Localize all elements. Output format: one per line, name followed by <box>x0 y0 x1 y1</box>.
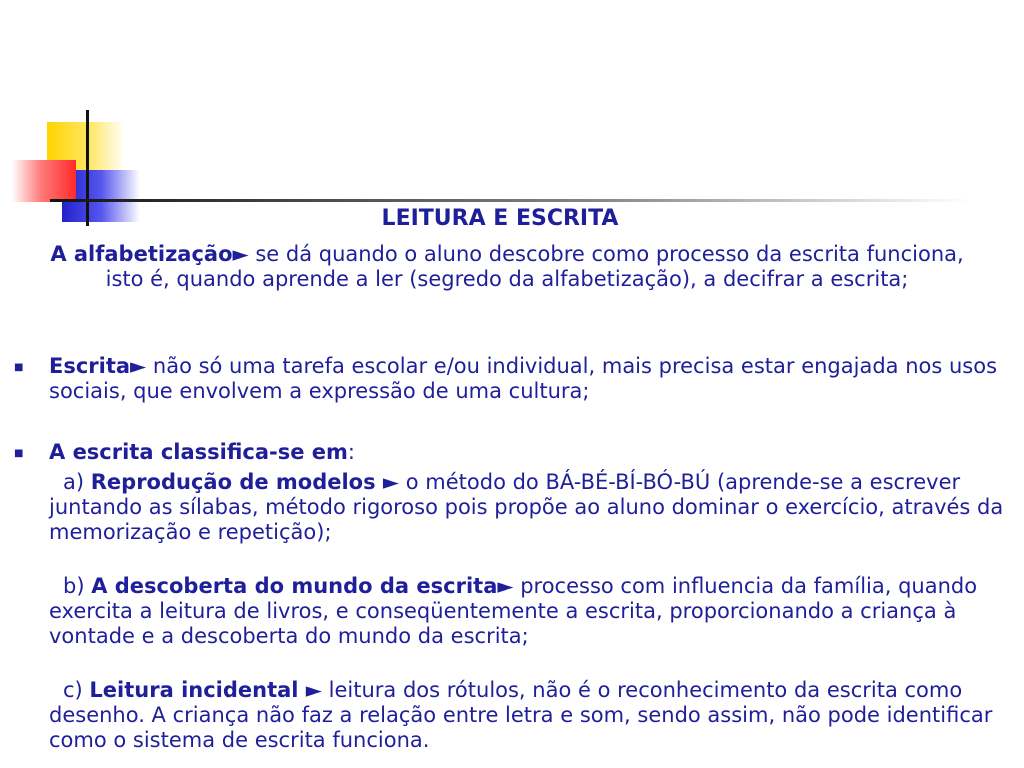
item-text: processo com influencia da família, quando exercita a leitura de livros, e conseqüentemente a escrita, proporcionando a criança à vontade e a descoberta do mundo da escrita; <box>49 574 978 648</box>
bullet-classifica <box>49 440 1009 465</box>
decorative-squares <box>0 0 1024 240</box>
item-term: A descoberta do mundo da escrita► <box>91 574 514 598</box>
bullet-term: A escrita classifica-se em <box>49 440 348 464</box>
item-b <box>49 574 1009 649</box>
bullet-text: não só uma tarefa escolar e/ou individual, mais precisa estar engajada nos usos sociais, que envolvem a expressão de uma cultura; <box>49 354 998 403</box>
item-prefix: b) <box>63 574 92 598</box>
item-text: o método do BÁ-BÉ-BÍ-BÓ-BÚ (aprende-se a escrever juntando as sílabas, método rigoroso pois propõe ao aluno dominar o exercício, através da memorização e repetição); <box>49 470 1004 544</box>
item-text: leitura dos rótulos, não é o reconhecimento da escrita como desenho. A criança não faz a relação entre letra e som, sendo assim, não pode identificar como o sistema de escrita funciona. <box>49 678 993 752</box>
bullet-text: : <box>347 440 355 464</box>
horizontal-line <box>50 199 970 202</box>
item-prefix: a) <box>63 470 91 494</box>
bullet-marker: ■ <box>14 362 24 373</box>
intro-text: se dá quando o aluno descobre como processo da escrita funciona, isto é, quando aprende a ler (segredo da alfabetização), a decifrar a escrita; <box>105 242 964 291</box>
bullet-term: Escrita► <box>49 354 147 378</box>
slide-title: LEITURA E ESCRITA <box>381 206 619 231</box>
item-c <box>49 678 1009 753</box>
bullet-escrita <box>49 354 1009 404</box>
red-square <box>12 160 76 202</box>
item-prefix: c) <box>63 678 90 702</box>
intro-term: A alfabetização► <box>50 242 249 266</box>
bullet-marker: ■ <box>14 448 24 459</box>
item-a <box>49 470 1009 545</box>
item-term: Leitura incidental ► <box>89 678 322 702</box>
intro-paragraph <box>50 242 964 292</box>
item-term: Reprodução de modelos ► <box>90 470 400 494</box>
